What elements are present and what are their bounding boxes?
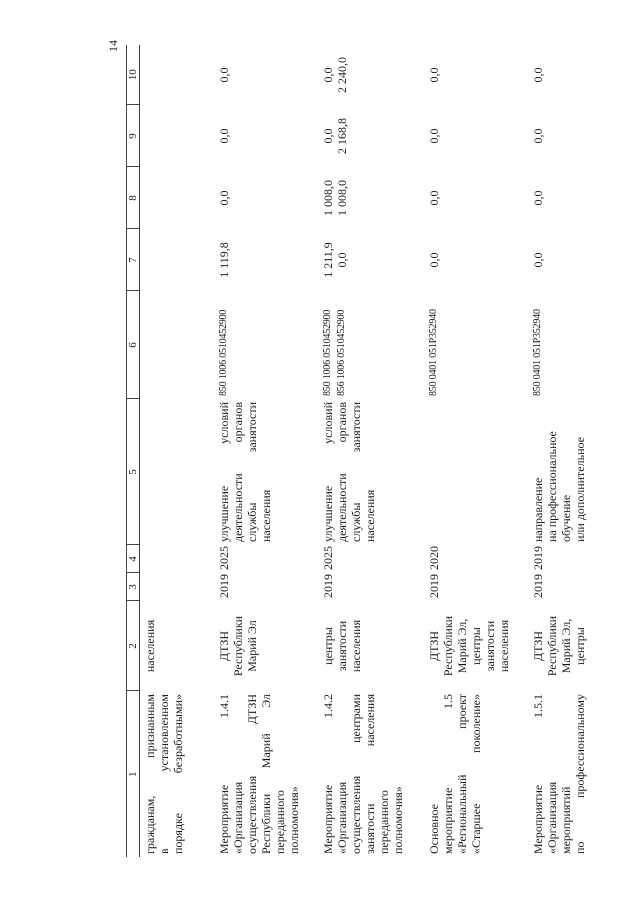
end-year-cell: 2020: [426, 546, 441, 570]
expected-result-cell: [424, 399, 528, 545]
cell-line: 0,0: [530, 190, 545, 206]
cell-line: 0,0: [426, 252, 441, 268]
amount-cell-c7: [424, 229, 528, 291]
cell-line: деятельности: [230, 473, 245, 542]
end-year-cell: 2025: [216, 546, 231, 570]
column-number-4: 4: [127, 545, 140, 573]
cell-line: переданного: [376, 790, 391, 854]
cell-line: Республики: [440, 615, 455, 677]
expected-result-cell: [318, 399, 424, 545]
page-number: 14: [106, 40, 120, 52]
end-year-cell: 2025: [320, 546, 335, 570]
amount-cell-c9: [528, 105, 588, 167]
budget-code-cell: [214, 291, 318, 399]
end-year-cell: [140, 545, 214, 573]
cell-line: деятельности: [334, 473, 349, 542]
cell-line: Мероприятие 1.4.1: [216, 694, 231, 854]
cell-line: 0,0: [334, 252, 349, 268]
expected-result-text: [217, 402, 273, 542]
activity-name-cell: [528, 691, 588, 857]
cell-line: мероприятие 1.5: [440, 694, 455, 854]
cell-line: 0,0: [320, 67, 335, 83]
result-text-left: [321, 473, 377, 542]
cell-line: Республики: [544, 615, 559, 677]
amount-cell-c10: [528, 45, 588, 105]
cell-line: обучение: [558, 494, 573, 542]
expected-result-text: [321, 402, 377, 542]
expected-result-cell: [140, 399, 214, 545]
column-number-5: 5: [127, 399, 140, 545]
table-body: [127, 45, 588, 857]
activity-name-cell: [424, 691, 528, 857]
cell-line: условий: [320, 402, 335, 444]
cell-line: переданного: [272, 790, 287, 854]
start-year-cell: [140, 573, 214, 601]
cell-line: гражданам, признанным: [143, 694, 157, 854]
cell-line: Мероприятие 1.4.2: [320, 694, 335, 854]
cell-line: Марий Эл,: [558, 618, 573, 674]
column-number-3: 3: [127, 573, 140, 601]
cell-line: направление: [530, 477, 545, 542]
result-text-left: [217, 473, 273, 542]
cell-line: ДТЗН: [216, 630, 231, 662]
cell-line: 850 0401 051P352940: [427, 309, 439, 396]
start-year-cell: 2019: [426, 574, 441, 598]
cell-line: центры: [572, 627, 587, 665]
cell-line: «Организация: [544, 781, 559, 854]
cell-line: по профессиональному: [572, 694, 587, 854]
budget-code-cell: [424, 291, 528, 399]
cell-line: ДТЗН: [530, 630, 545, 662]
amount-cell-c9: [424, 105, 528, 167]
start-year-cell: 2019: [320, 574, 335, 598]
executor-cell: [140, 601, 214, 691]
cell-line: 2 240,0: [334, 57, 349, 93]
column-number-7: 7: [127, 229, 140, 291]
cell-line: Марий Эл: [244, 620, 259, 672]
column-number-1: 1: [127, 691, 140, 857]
amount-cell-c7: [140, 229, 214, 291]
cell-line: полномочия»: [286, 786, 301, 854]
cell-line: 0,0: [426, 67, 441, 83]
cell-line: 850 1006 0510452900: [217, 309, 229, 396]
cell-line: населения: [143, 619, 157, 673]
cell-line: 856 1006 0510452900: [335, 309, 347, 396]
cell-line: органов: [334, 402, 349, 443]
amount-cell-c10: [424, 45, 528, 105]
cell-line: в установленном: [157, 694, 171, 854]
cell-line: 1 008,0: [334, 180, 349, 216]
cell-line: службы: [348, 502, 363, 542]
executor-cell: [214, 601, 318, 691]
expected-result-cell: [214, 399, 318, 545]
cell-line: улучшение: [216, 485, 231, 542]
cell-line: 0,0: [426, 190, 441, 206]
table-row: [140, 45, 214, 857]
amount-cell-c9: [140, 105, 214, 167]
column-number-9: 9: [127, 105, 140, 167]
cell-line: занятости: [244, 402, 259, 453]
cell-line: улучшение: [320, 485, 335, 542]
cell-line: 1 008,0: [320, 180, 335, 216]
expected-result-text: [531, 402, 587, 542]
cell-line: Марий Эл,: [454, 618, 469, 674]
cell-line: Мероприятие 1.5.1: [530, 694, 545, 854]
cell-line: 850 1006 0510452900: [321, 309, 333, 396]
amount-cell-c7: [318, 229, 424, 291]
cell-line: службы: [244, 502, 259, 542]
cell-line: 0,0: [530, 128, 545, 144]
column-number-6: 6: [127, 291, 140, 399]
cell-line: осуществления центрами: [348, 694, 363, 854]
cell-line: населения: [496, 619, 511, 673]
cell-line: Республики Марий Эл: [258, 694, 273, 854]
cell-line: 2 168,8: [334, 118, 349, 154]
cell-line: 850 0401 051P352940: [531, 309, 543, 396]
amount-cell-c10: [214, 45, 318, 105]
column-number-2: 2: [127, 601, 140, 691]
cell-line: 1 211,9: [320, 242, 335, 278]
cell-line: «Организация: [334, 781, 349, 854]
cell-line: 0,0: [426, 128, 441, 144]
cell-line: центры: [468, 627, 483, 665]
start-year-cell: 2019: [216, 574, 231, 598]
cell-line: населения: [348, 619, 363, 673]
cell-line: Республики: [230, 615, 245, 677]
budget-code-cell: [140, 291, 214, 399]
cell-line: полномочия»: [390, 786, 405, 854]
amount-cell-c8: [214, 167, 318, 229]
activity-name-cell: [214, 691, 318, 857]
table-row: [528, 45, 588, 857]
column-number-10: 10: [127, 45, 140, 105]
activity-name-cell: [140, 691, 214, 857]
amount-cell-c10: [318, 45, 424, 105]
amount-cell-c10: [140, 45, 214, 105]
result-text-right: [321, 402, 377, 452]
cell-line: 0,0: [320, 128, 335, 144]
end-year-cell: 2019: [530, 546, 545, 570]
cell-line: 0,0: [216, 190, 231, 206]
amount-cell-c8: [424, 167, 528, 229]
result-text-left: [531, 431, 587, 542]
cell-line: или дополнительное: [572, 437, 587, 542]
rotated-table-container: [126, 45, 587, 857]
cell-line: 0,0: [216, 128, 231, 144]
cell-line: Основное: [426, 804, 441, 854]
table-row: [318, 45, 424, 857]
cell-line: занятости населения: [362, 694, 377, 854]
cell-line: порядке безработными»: [171, 694, 185, 854]
cell-line: «Организация: [230, 781, 245, 854]
cell-line: занятости: [482, 620, 497, 672]
cell-line: 0,0: [216, 67, 231, 83]
executor-cell: [528, 601, 588, 691]
column-number-8: 8: [127, 167, 140, 229]
cell-line: 1 119,8: [216, 242, 231, 278]
amount-cell-c7: [528, 229, 588, 291]
table-row: [214, 45, 318, 857]
budget-code-cell: [528, 291, 588, 399]
amount-cell-c9: [214, 105, 318, 167]
amount-cell-c8: [318, 167, 424, 229]
cell-line: условий: [216, 402, 231, 444]
executor-cell: [318, 601, 424, 691]
cell-line: занятости: [348, 402, 363, 453]
executor-cell: [424, 601, 528, 691]
amount-cell-c8: [528, 167, 588, 229]
cell-line: на профессиональное: [544, 431, 559, 542]
cell-line: центры: [320, 627, 335, 665]
cell-line: ДТЗН: [426, 630, 441, 662]
header-row: [127, 45, 140, 857]
amount-cell-c8: [140, 167, 214, 229]
program-table: [126, 45, 588, 857]
expected-result-cell: [528, 399, 588, 545]
amount-cell-c7: [214, 229, 318, 291]
cell-line: населения: [258, 489, 273, 542]
cell-line: «Региональный проект: [454, 694, 469, 854]
amount-cell-c9: [318, 105, 424, 167]
cell-line: осуществления ДТЗН: [244, 694, 259, 854]
cell-line: «Старшее поколение»: [468, 694, 483, 854]
start-year-cell: 2019: [530, 574, 545, 598]
cell-line: мероприятий: [558, 786, 573, 854]
activity-name-cell: [318, 691, 424, 857]
cell-line: 0,0: [530, 67, 545, 83]
cell-line: населения: [362, 489, 377, 542]
result-text-right: [217, 402, 273, 452]
cell-line: органов: [230, 402, 245, 443]
table-row: [424, 45, 528, 857]
cell-line: занятости: [334, 620, 349, 672]
cell-line: 0,0: [530, 252, 545, 268]
budget-code-cell: [318, 291, 424, 399]
